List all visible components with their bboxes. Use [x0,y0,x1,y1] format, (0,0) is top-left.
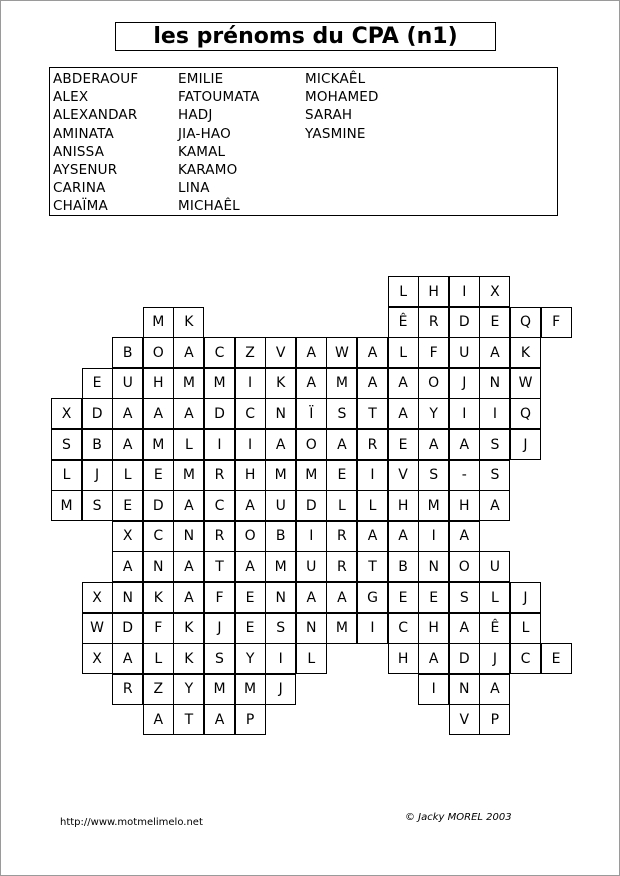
grid-cell[interactable]: P [235,704,266,735]
word-list-item: KARAMO [178,161,238,178]
grid-cell[interactable]: J [510,582,541,613]
grid-cell[interactable]: A [326,582,357,613]
grid-cell[interactable]: R [204,460,235,491]
grid-cell[interactable]: H [388,643,419,674]
grid-cell[interactable]: I [204,429,235,460]
grid-cell[interactable]: E [479,307,510,338]
grid-cell[interactable]: G [357,582,388,613]
grid-cell[interactable]: V [265,337,296,368]
word-list-item: ANISSA [53,143,105,160]
grid-cell[interactable]: I [418,521,449,552]
grid-cell[interactable]: U [296,551,327,582]
grid-cell[interactable]: A [112,551,143,582]
grid-cell[interactable]: A [418,429,449,460]
word-list-item: CHAÏMA [53,198,108,215]
grid-cell[interactable]: A [388,398,419,429]
grid-cell[interactable]: A [449,613,480,644]
grid-cell[interactable]: D [82,398,113,429]
grid-cell[interactable]: A [296,582,327,613]
grid-cell[interactable]: E [112,490,143,521]
grid-cell[interactable]: E [235,582,266,613]
grid-cell[interactable]: A [173,490,204,521]
grid-cell[interactable]: A [479,674,510,705]
grid-cell[interactable]: W [326,337,357,368]
grid-cell[interactable]: A [449,429,480,460]
grid-cell[interactable]: K [173,643,204,674]
grid-cell[interactable]: B [265,521,296,552]
grid-cell[interactable]: P [479,704,510,735]
word-list-item: MICKAÊL [305,71,366,87]
grid-cell[interactable]: I [357,613,388,644]
grid-cell[interactable]: E [388,582,419,613]
grid-cell[interactable]: O [449,551,480,582]
grid-cell[interactable]: M [265,551,296,582]
grid-cell[interactable]: B [388,551,419,582]
word-list-item: ALEX [53,89,89,106]
grid-cell[interactable]: M [326,613,357,644]
grid-cell[interactable]: S [449,582,480,613]
grid-cell[interactable]: T [204,551,235,582]
word-list-item: MICHAÊL [178,198,240,215]
title-box [115,22,496,51]
grid-cell[interactable]: W [510,368,541,399]
grid-cell[interactable]: R [204,521,235,552]
grid-cell[interactable]: W [82,613,113,644]
footer-copyright: © Jacky MOREL 2003 [405,812,512,823]
grid-cell[interactable]: J [82,460,113,491]
word-list-box [49,67,558,216]
grid-cell[interactable]: A [204,704,235,735]
grid-cell[interactable]: A [388,368,419,399]
grid-cell[interactable]: L [326,490,357,521]
grid-cell[interactable]: F [204,582,235,613]
grid-cell[interactable]: C [204,337,235,368]
grid-cell[interactable]: K [510,337,541,368]
word-list-item: FATOUMATA [178,89,260,106]
word-column-2 [178,70,260,216]
grid-cell[interactable]: S [82,490,113,521]
grid-cell[interactable]: H [143,368,174,399]
grid-cell[interactable]: A [112,643,143,674]
grid-cell[interactable]: A [173,398,204,429]
grid-cell[interactable]: T [173,704,204,735]
grid-cell[interactable]: M [204,674,235,705]
grid-cell[interactable]: U [449,337,480,368]
grid-cell[interactable]: J [204,613,235,644]
grid-cell[interactable]: L [112,460,143,491]
grid-cell[interactable]: A [173,582,204,613]
grid-cell[interactable]: Z [143,674,174,705]
grid-cell[interactable]: M [173,460,204,491]
grid-cell[interactable]: N [449,674,480,705]
grid-cell[interactable]: D [204,398,235,429]
grid-cell[interactable]: A [235,551,266,582]
grid-cell[interactable]: Q [510,307,541,338]
grid-cell[interactable]: U [265,490,296,521]
word-list-item: AMINATA [53,125,114,142]
grid-cell[interactable]: M [265,460,296,491]
grid-cell[interactable]: D [449,307,480,338]
grid-cell[interactable]: N [143,551,174,582]
grid-cell[interactable]: L [510,613,541,644]
grid-cell[interactable]: Ï [296,398,327,429]
grid-cell[interactable]: K [173,307,204,338]
word-list-item: SARAH [305,107,353,124]
grid-cell[interactable]: J [449,368,480,399]
grid-cell[interactable]: M [143,429,174,460]
word-list-item: KAMAL [178,143,226,160]
grid-cell[interactable]: N [173,521,204,552]
grid-cell[interactable]: A [479,337,510,368]
grid-cell[interactable]: O [235,521,266,552]
grid-cell[interactable]: A [479,490,510,521]
grid-cell[interactable]: A [296,368,327,399]
grid-cell[interactable]: C [235,398,266,429]
grid-cell[interactable]: J [265,674,296,705]
grid-cell[interactable]: X [479,276,510,307]
grid-cell[interactable]: L [51,460,82,491]
grid-cell[interactable]: N [479,368,510,399]
grid-cell[interactable]: D [296,490,327,521]
grid-cell[interactable]: A [112,398,143,429]
grid-cell[interactable]: B [112,337,143,368]
grid-cell[interactable]: R [326,551,357,582]
grid-cell[interactable]: X [82,582,113,613]
grid-cell[interactable]: I [449,398,480,429]
grid-cell[interactable]: R [112,674,143,705]
grid-cell[interactable]: F [541,307,572,338]
grid-cell[interactable]: C [204,490,235,521]
grid-cell[interactable]: J [510,429,541,460]
grid-cell[interactable]: E [388,429,419,460]
word-list-item: AYSENUR [53,161,118,178]
grid-cell[interactable]: H [418,613,449,644]
grid-cell[interactable]: E [541,643,572,674]
footer-url[interactable]: http://www.motmelimelo.net [60,817,203,828]
grid-cell[interactable]: N [265,398,296,429]
grid-cell[interactable]: F [418,337,449,368]
grid-cell[interactable]: R [418,307,449,338]
grid-cell[interactable]: O [296,429,327,460]
grid-cell[interactable]: M [204,368,235,399]
grid-cell[interactable]: Y [235,643,266,674]
grid-cell[interactable]: U [112,368,143,399]
word-list-item: ALEXANDAR [53,107,138,124]
grid-cell[interactable]: A [449,521,480,552]
grid-cell[interactable]: S [204,643,235,674]
grid-cell[interactable]: A [143,398,174,429]
grid-cell[interactable]: T [357,551,388,582]
word-list-item: MOHAMED [305,89,379,106]
grid-cell[interactable]: U [479,551,510,582]
word-column-1 [53,70,138,216]
grid-cell[interactable]: L [357,490,388,521]
grid-cell[interactable]: V [449,704,480,735]
grid-cell[interactable]: A [173,337,204,368]
grid-cell[interactable]: M [296,460,327,491]
grid-cell[interactable]: H [418,276,449,307]
grid-cell[interactable]: O [143,337,174,368]
grid-cell[interactable]: I [296,521,327,552]
grid-cell[interactable]: R [357,429,388,460]
grid-cell[interactable]: E [235,613,266,644]
grid-cell[interactable]: L [479,582,510,613]
grid-cell[interactable]: N [265,582,296,613]
grid-cell[interactable]: E [82,368,113,399]
grid-cell[interactable]: Ê [479,613,510,644]
grid-cell[interactable]: A [173,551,204,582]
page-title: les prénoms du CPA (n1) [153,23,458,49]
grid-cell[interactable]: L [143,643,174,674]
grid-cell[interactable]: C [143,521,174,552]
grid-cell[interactable]: I [265,643,296,674]
grid-cell[interactable]: L [296,643,327,674]
grid-cell[interactable]: M [326,368,357,399]
grid-cell[interactable]: O [418,368,449,399]
grid-cell[interactable]: Z [235,337,266,368]
grid-cell[interactable]: I [449,276,480,307]
grid-cell[interactable]: D [143,490,174,521]
grid-cell[interactable]: A [388,521,419,552]
grid-cell[interactable]: N [418,551,449,582]
grid-cell[interactable]: L [388,276,419,307]
grid-cell[interactable]: S [418,460,449,491]
word-column-3 [305,70,379,143]
grid-cell[interactable]: F [143,613,174,644]
grid-cell[interactable]: M [173,368,204,399]
word-list-item: HADJ [178,107,213,124]
grid-cell[interactable]: Q [510,398,541,429]
grid-cell[interactable]: Ê [388,307,419,338]
grid-cell[interactable]: A [357,521,388,552]
grid-cell[interactable]: N [296,613,327,644]
grid-cell[interactable]: S [479,460,510,491]
grid-cell[interactable]: S [479,429,510,460]
grid-cell[interactable]: J [479,643,510,674]
grid-cell[interactable]: A [112,429,143,460]
grid-cell[interactable]: A [143,704,174,735]
grid-cell[interactable]: L [173,429,204,460]
grid-cell[interactable]: K [265,368,296,399]
grid-cell[interactable]: C [510,643,541,674]
grid-cell[interactable]: B [82,429,113,460]
grid-cell[interactable]: S [51,429,82,460]
grid-cell[interactable]: S [265,613,296,644]
grid-cell[interactable]: M [235,674,266,705]
grid-cell[interactable]: H [449,490,480,521]
grid-cell[interactable]: I [418,674,449,705]
grid-cell[interactable]: X [112,521,143,552]
grid-cell[interactable]: H [235,460,266,491]
grid-cell[interactable]: - [449,460,480,491]
grid-cell[interactable]: Y [173,674,204,705]
word-list-item: JIA-HAO [178,125,231,142]
grid-cell[interactable]: E [418,582,449,613]
grid-cell[interactable]: A [235,490,266,521]
grid-cell[interactable]: Y [418,398,449,429]
grid-cell[interactable]: M [51,490,82,521]
grid-cell[interactable]: A [265,429,296,460]
grid-cell[interactable]: E [143,460,174,491]
grid-cell[interactable]: T [357,398,388,429]
word-list-item: LINA [178,180,210,197]
word-list-item: YASMINE [305,125,366,142]
grid-cell[interactable]: A [357,337,388,368]
grid-cell[interactable]: D [449,643,480,674]
grid-cell[interactable]: V [388,460,419,491]
grid-cell[interactable]: M [418,490,449,521]
grid-cell[interactable]: A [296,337,327,368]
grid-cell[interactable]: A [418,643,449,674]
grid-cell[interactable]: C [388,613,419,644]
grid-cell[interactable]: R [326,521,357,552]
grid-cell[interactable]: M [143,307,174,338]
word-list-item: ABDERAOUF [53,71,139,87]
grid-cell[interactable]: N [112,582,143,613]
grid-cell[interactable]: K [143,582,174,613]
grid-cell[interactable]: X [51,398,82,429]
grid-cell[interactable]: I [357,460,388,491]
word-list-item: EMILIE [178,71,224,87]
grid-cell[interactable]: I [479,398,510,429]
grid-cell[interactable]: K [173,613,204,644]
grid-cell[interactable]: H [388,490,419,521]
grid-cell[interactable]: S [326,398,357,429]
word-list-item: CARINA [53,180,106,197]
grid-cell[interactable]: E [326,460,357,491]
grid-cell[interactable]: A [357,368,388,399]
grid-cell[interactable]: A [326,429,357,460]
grid-cell[interactable]: X [82,643,113,674]
grid-cell[interactable]: I [235,368,266,399]
grid-cell[interactable]: D [112,613,143,644]
grid-cell[interactable]: L [388,337,419,368]
grid-cell[interactable]: I [235,429,266,460]
